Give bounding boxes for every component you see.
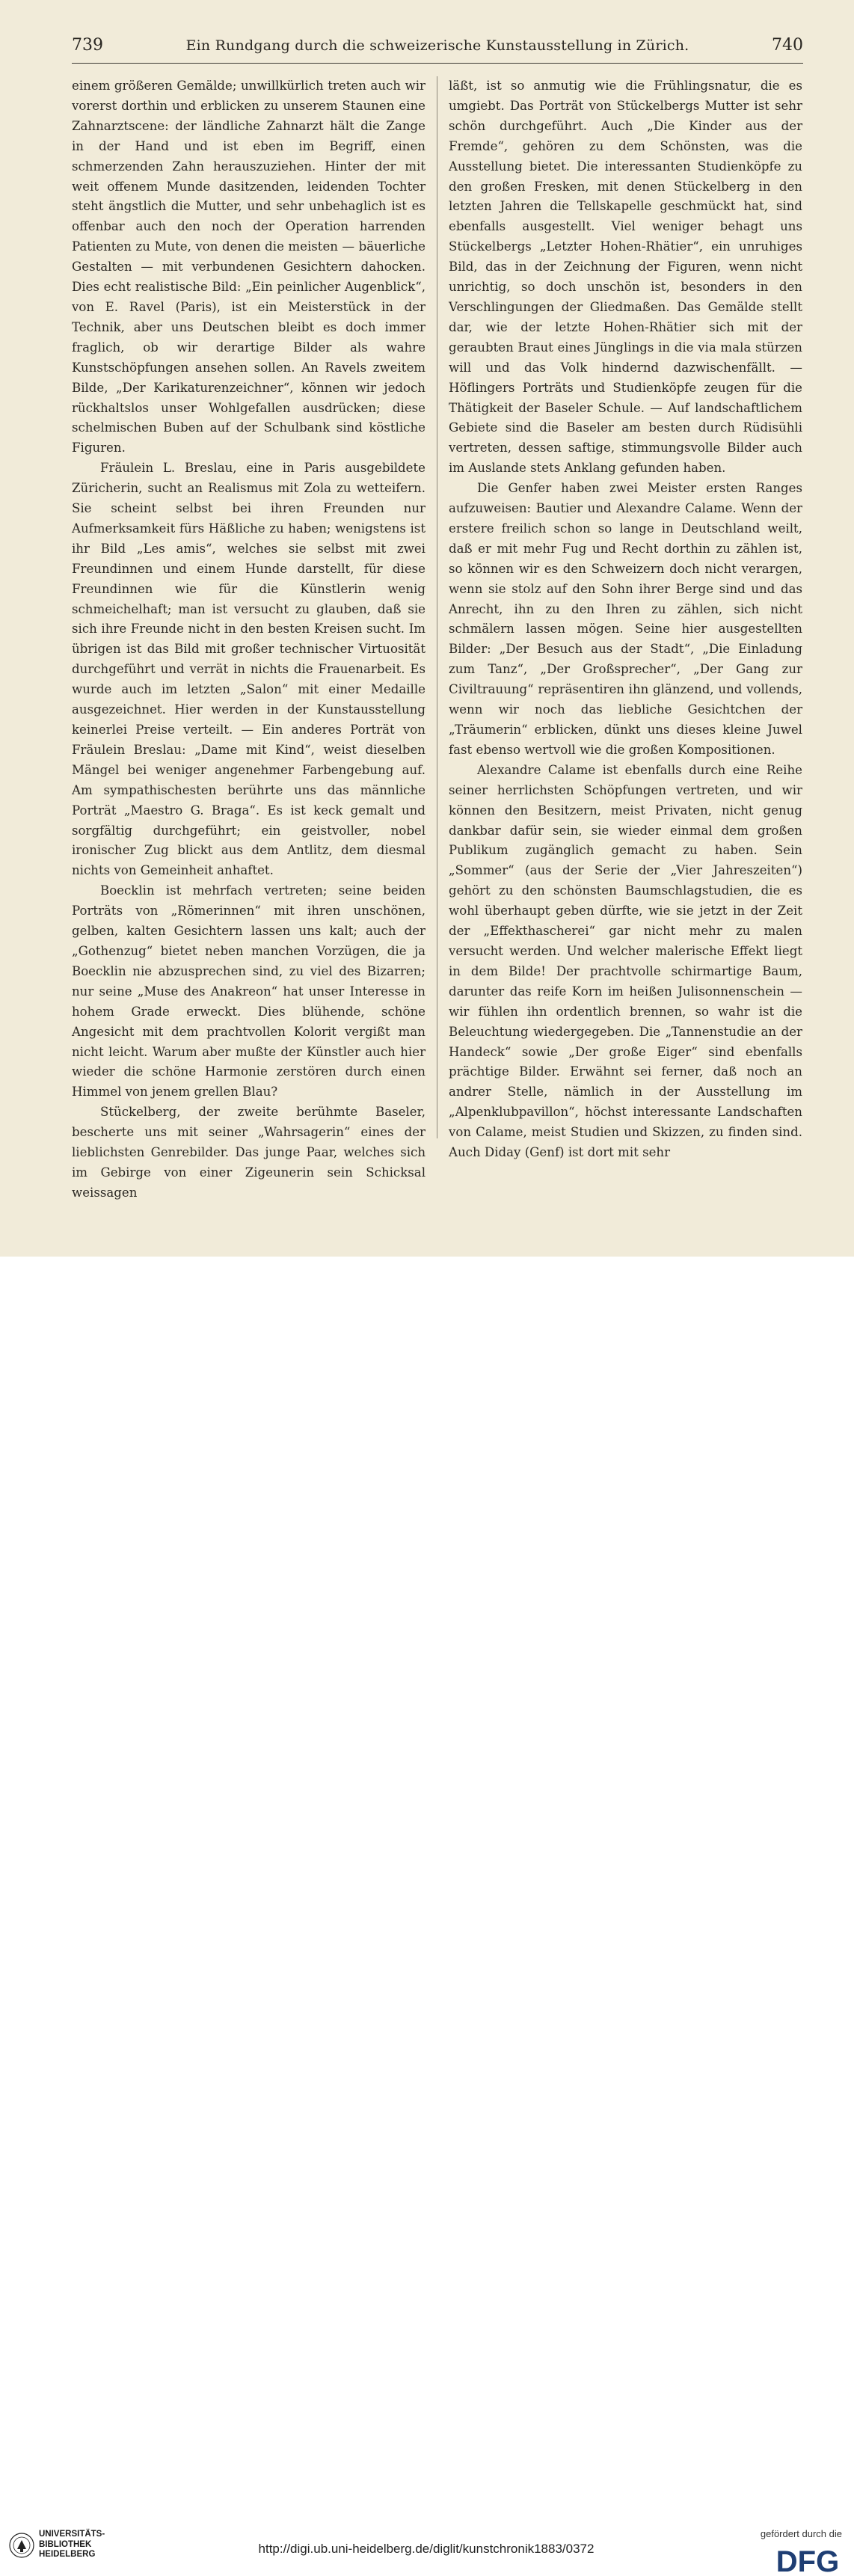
- left-paragraph-2: Fräulein L. Breslau, eine in Paris ausgebildete Züricherin, sucht an Realismus mit Zola zu wetteifern. Sie scheint selbst bei ihren Freunden nur Aufmerksamkeit fürs Häßliche zu haben; wenigstens ist ihr Bild „Les amis“, welches sie selbst mit zwei Freundinnen und einem Hunde darstellt, für diese Freundinnen wie für die Künstlerin wenig schmeichelhaft; man ist versucht zu glauben, daß sie sich ihre Freunde nicht in den besten Kreisen sucht. Im übrigen ist das Bild mit großer technischer Virtuosität durchgeführt und verrät in nichts die Frauenarbeit. Es wurde auch im letzten „Salon“ mit einer Medaille ausgezeichnet. Hier werden in der Kunstausstellung keinerlei Preise verteilt. — Ein anderes Porträt von Fräulein Breslau: „Dame mit Kind“, weist dieselben Mängel bei weniger angenehmer Farbengebung auf. Am sympathischesten berührte uns das männliche Porträt „Maestro G. Braga“. Es ist keck gemalt und sorgfältig durchgeführt; ein geistvoller, nobel ironischer Zug blickt aus dem Antlitz, dem diesmal nichts von Gemeinheit anhaftet.: [72, 461, 426, 878]
- footer-bar: [0, 1257, 854, 2576]
- left-page-number: 739: [72, 36, 103, 55]
- left-paragraph-3: Boecklin ist mehrfach vertreten; seine beiden Porträts von „Römerinnen“ mit ihren unschönen, gelben, kalten Gesichtern lassen uns kalt; auch der „Gothenzug“ bietet neben manchen Vorzügen, die ja Boecklin nie abzusprechen sind, zu viel des Bizarren; nur seine „Muse des Anakreon“ hat unser Interesse in hohem Grade erweckt. Dies blühende, schöne Angesicht mit dem prachtvollen Kolorit vergißt man nicht leicht. Warum aber mußte der Künstler auch hier wieder die schöne Harmonie zerstören durch einen Himmel von jenem grellen Blau?: [72, 883, 426, 1100]
- scanned-page: [0, 0, 854, 1257]
- left-paragraph-4: Stückelberg, der zweite berühmte Baseler, bescherte uns mit seiner „Wahrsagerin“ eines der lieblichsten Genrebilder. Das junge Paar, welches sich im Gebirge von einer Zigeunerin sein Schicksal weissagen: [72, 1105, 426, 1200]
- university-seal-icon: [9, 2533, 34, 2558]
- left-column: [72, 76, 426, 1203]
- right-page-number: 740: [772, 36, 803, 55]
- institution-line: UNIVERSITÄTS-: [39, 2530, 105, 2539]
- right-paragraph-3: Alexandre Calame ist ebenfalls durch eine Reihe seiner herrlichsten Schöpfungen vertreten, und wir können den Besitzern, meist Privaten, nicht genug dankbar dafür sein, sie wieder einmal dem großen Publikum zugänglich gemacht zu haben. Sein „Sommer“ (aus der Serie der „Vier Jahreszeiten“) gehört zu den schönsten Baumschlagstudien, die es wohl überhaupt geben dürfte, wie sie jetzt in der Zeit der „Effekthascherei“ gar nicht mehr zu malen versucht werden. Und welcher malerische Effekt liegt in dem Bilde! Der prachtvolle schirmartige Baum, darunter das reife Korn im heißen Julisonnenschein — wir fühlen ihn ordentlich brennen, so wahr ist die Beleuchtung wiedergegeben. Die „Tannenstudie an der Handeck“ sowie „Der große Eiger“ sind ebenfalls prächtige Bilder. Erwähnt sei ferner, daß noch an andrer Stelle, nämlich in der Ausstellung im „Alpenklubpavillon“, höchst interessante Landschaften von Calame, meist Studien und Skizzen, zu finden sind. Auch Diday (Genf) ist dort mit sehr: [449, 762, 802, 1160]
- right-paragraph-1: läßt, ist so anmutig wie die Frühlingsnatur, die es umgiebt. Das Porträt von Stückelbergs Mutter ist sehr schön durchgeführt. Auch „Die Kinder aus der Fremde“, gehören zu dem Schönsten, was die Ausstellung bietet. Die interessanten Studienköpfe zu den großen Fresken, mit denen Stückelberg in den letzten Jahren die Tellskapelle geschmückt hat, sind ebenfalls ausgestellt. Viel weniger behagt uns Stückelbergs „Letzter Hohen-Rhätier“, ein unruhiges Bild, das in der Zeichnung der Figuren, wenn nicht unrichtig, so doch unschön ist, besonders in den Verschlingungen der Gliedmaßen. Das Gemälde stellt dar, wie der letzte Hohen-Rhätier sich mit der geraubten Braut eines Jünglings in die via mala stürzen will und das Volk hindernd dazwischenfällt. — Höflingers Porträts und Studienköpfe zeugen für die Thätigkeit der Baseler Schule. — Auf landschaftlichem Gebiete sind die Baseler am besten durch Rüdisühli vertreten, dessen saftige, stimmungsvolle Bilder auch im Auslande stets Anklang gefunden haben.: [449, 79, 802, 476]
- right-paragraph-2: Die Genfer haben zwei Meister ersten Ranges aufzuweisen: Bautier und Alexandre Calame. Wenn der erstere freilich schon so lange in Deutschland weilt, daß er mit mehr Fug und Recht dorthin zu zählen ist, so können wir es den Schweizern doch nicht verargen, wenn sie stolz auf den Sohn ihrer Berge sind und das Anrecht, ihn zu den Ihren zu zählen, sich nicht schmälern lassen mögen. Seine hier ausgestellten Bilder: „Der Besuch aus der Stadt“, „Die Einladung zum Tanz“, „Der Großsprecher“, „Der Gang zur Civiltrauung“ repräsentiren ihn glänzend, und vollends, wenn wir noch das liebliche Gesichtchen der „Träumerin“ erblicken, dünkt uns dieses kleine Juwel fast ebenso wertvoll wie die großen Kompositionen.: [449, 481, 802, 757]
- running-title: Ein Rundgang durch die schweizerische Kunstausstellung in Zürich.: [185, 37, 689, 54]
- institution-line: HEIDELBERG: [39, 2550, 96, 2559]
- permalink-url[interactable]: http://digi.ub.uni-heidelberg.de/diglit/kunstchronik1883/0372: [258, 2542, 595, 2556]
- left-paragraph-1: einem größeren Gemälde; unwillkürlich treten auch wir vorerst dorthin und erblicken zu unserem Staunen eine Zahnarztscene: der ländliche Zahnarzt hält die Zange in der Hand und ist eben im Begriff, einen schmerzenden Zahn herauszuziehen. Hinter der mit weit offenem Munde dasitzenden, leidenden Tochter steht ängstlich die Mutter, und sehr unbehaglich ist es offenbar auch den noch der Operation harrenden Patienten zu Mute, von denen die meisten — bäuerliche Gestalten — mit verbundenen Gesichtern dahocken. Dies echt realistische Bild: „Ein peinlicher Augenblick“, von E. Ravel (Paris), ist ein Meisterstück in der Technik, aber uns Deutschen bleibt es doch immer fraglich, ob wir derartige Bilder als wahre Kunstschöpfungen ansehen sollen. An Ravels zweitem Bilde, „Der Karikaturenzeichner“, können wir jedoch rückhaltslos unser Wohlgefallen ausdrücken; diese schelmischen Buben auf der Schulbank sind köstliche Figuren.: [72, 79, 426, 456]
- dfg-logo-icon: [773, 2542, 842, 2576]
- funding-caption: gefördert durch die: [760, 2528, 842, 2539]
- dfg-logo-text: DFG: [775, 2545, 840, 2576]
- institution-name: [39, 2530, 105, 2560]
- page-header: [72, 36, 803, 61]
- header-rule: [72, 63, 803, 64]
- institution-line: BIBLIOTHEK: [39, 2539, 92, 2549]
- right-column: [449, 76, 802, 1163]
